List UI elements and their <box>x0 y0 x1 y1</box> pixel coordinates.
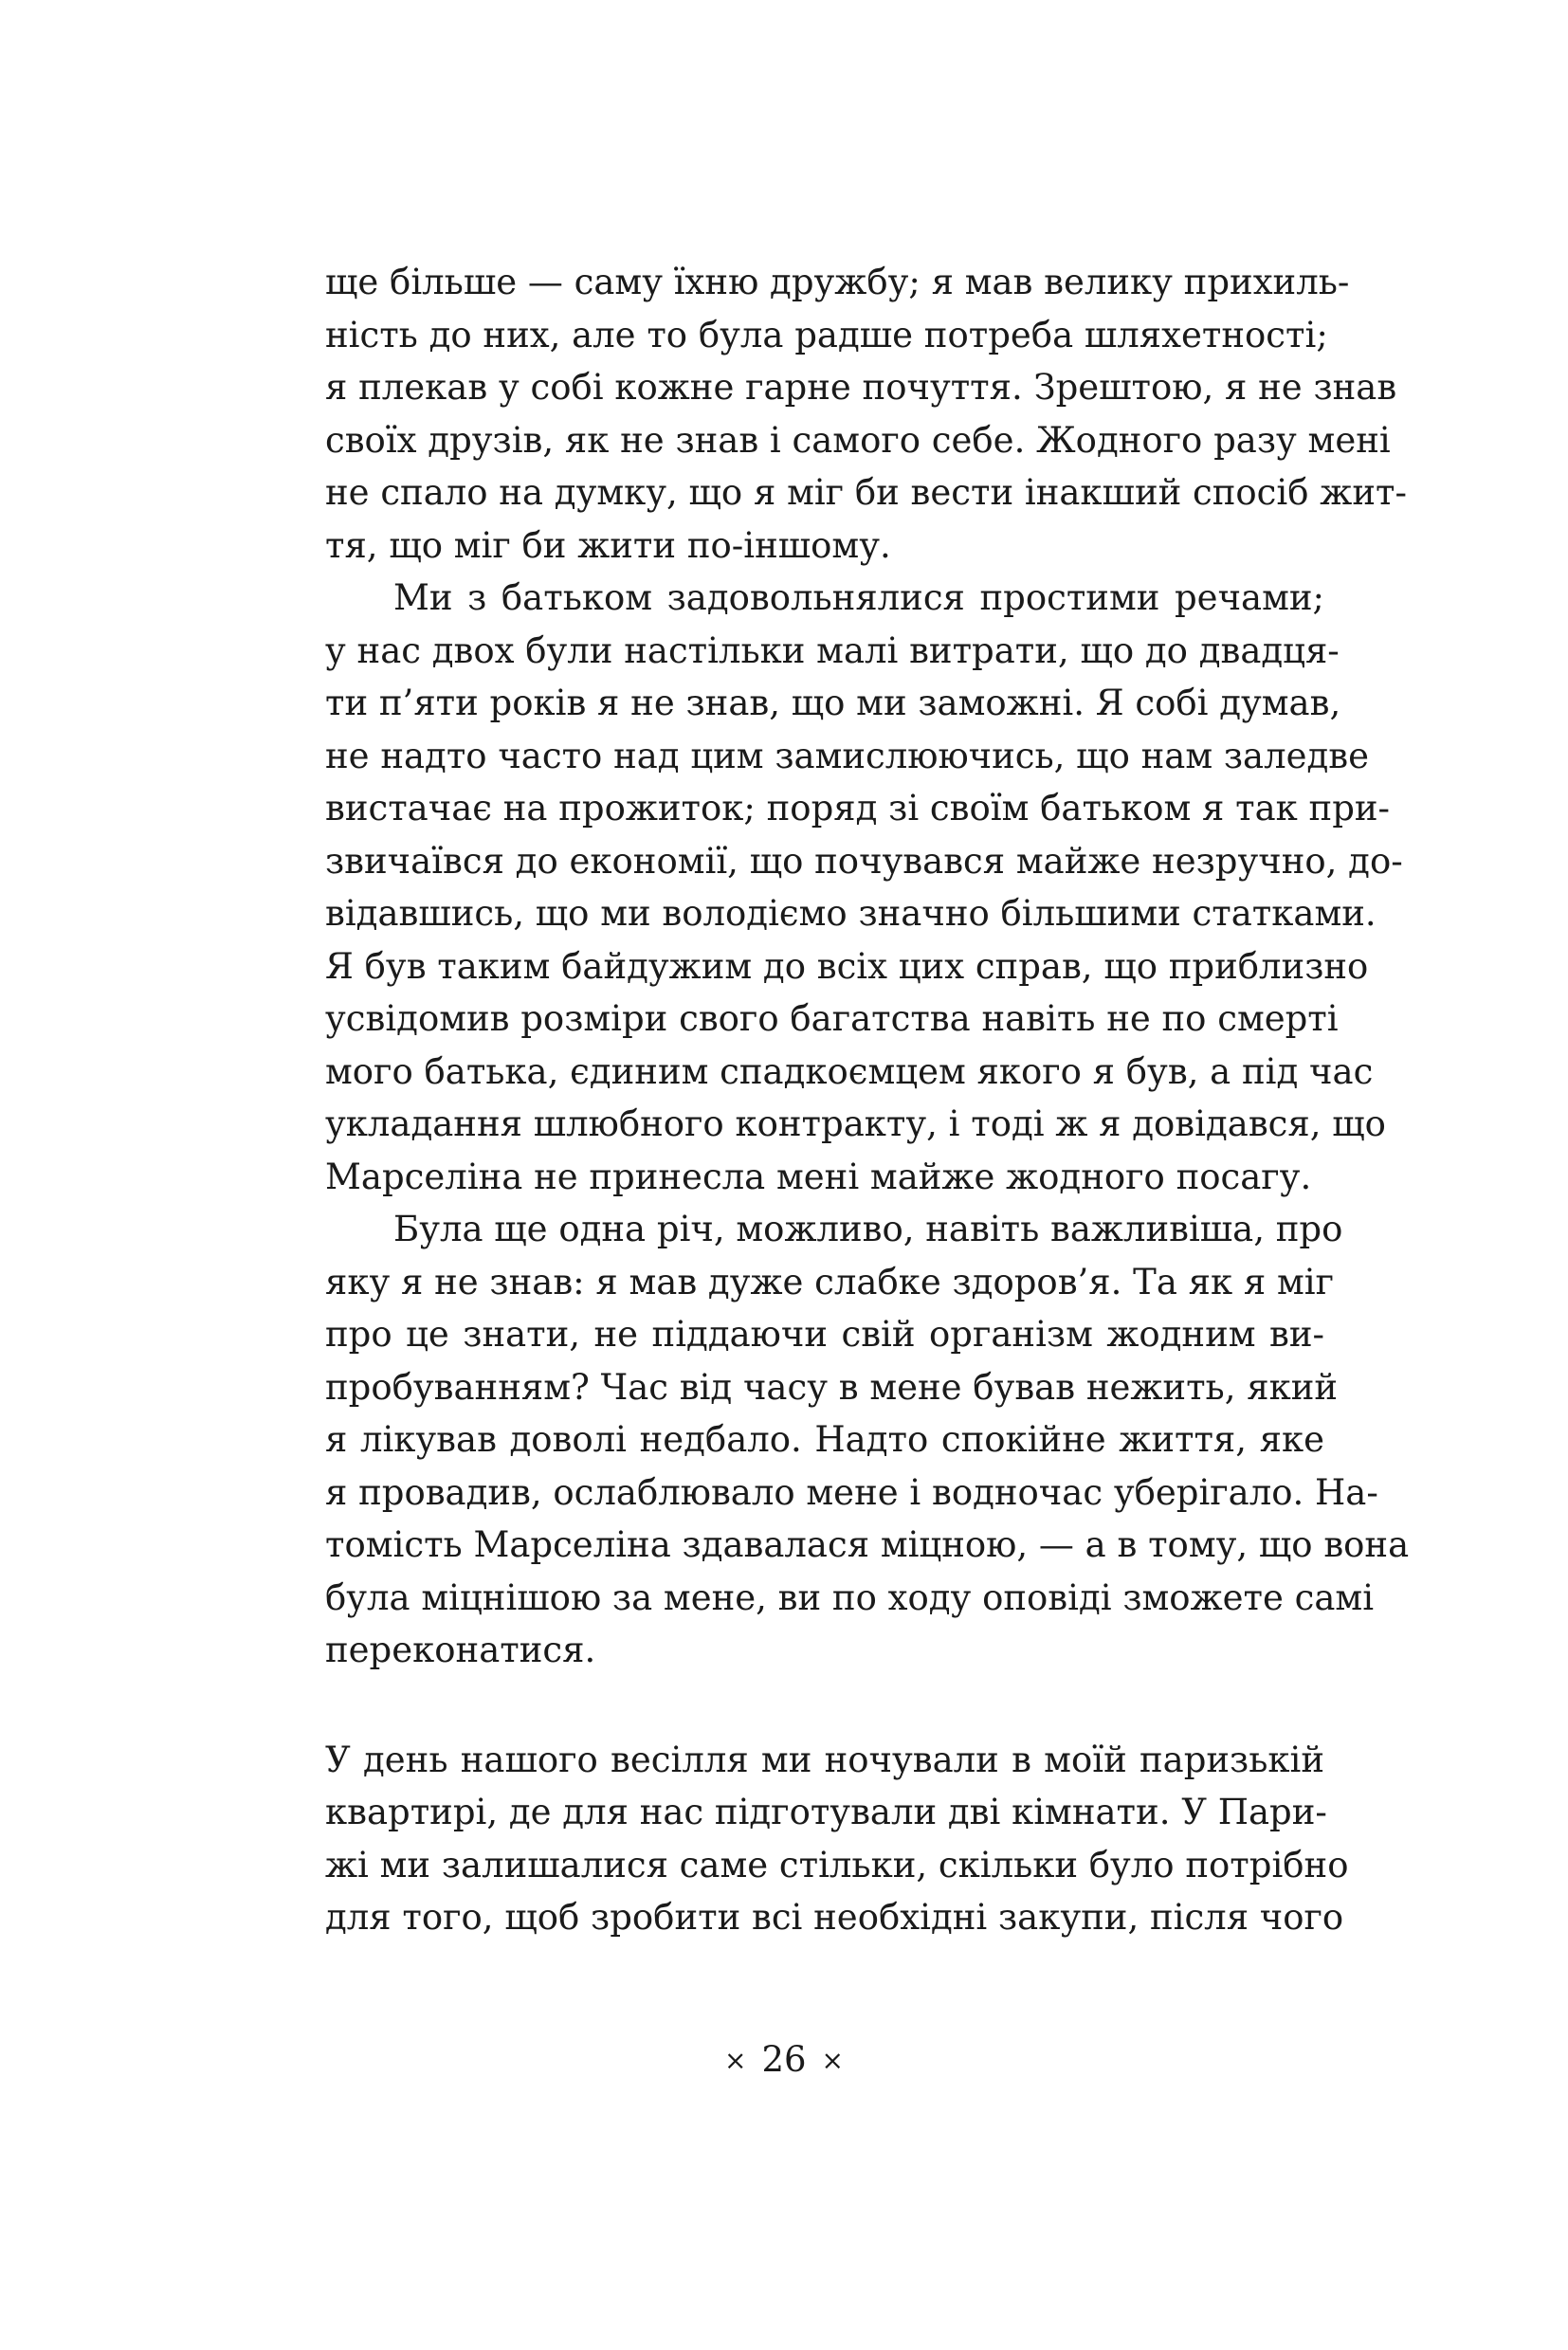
text-line: томість Марселіна здавалася міцною, — а в тому, що вона <box>325 1524 1410 1565</box>
text-line: вистачає на прожиток; поряд зі своїм батьком я так при- <box>325 788 1391 829</box>
text-line: була міцнішою за мене, ви по ходу оповіді зможете самі <box>325 1576 1375 1618</box>
text-line: У день нашого весілля ми ночували в моїй паризькій <box>325 1739 1324 1780</box>
text-line: квартирі, де для нас підготували дві кімнати. У Пари- <box>325 1792 1327 1832</box>
text-line: я лікував доволі недбало. Надто спокійне життя, яке <box>325 1419 1324 1460</box>
text-line: я плекав у собі кожне гарне почуття. Зрештою, я не знав <box>325 367 1397 408</box>
text-line: яку я не знав: я мав дуже слабке здоров’я. Та як я міг <box>325 1261 1334 1303</box>
section-break <box>325 1677 1324 1734</box>
text-line: відавшись, що ми володіємо значно більшими статками. <box>325 893 1377 934</box>
text-line: ти п’яти років я не знав, що ми заможні. Я собі думав, <box>325 683 1341 723</box>
text-line: мого батька, єдиним спадкоємцем якого я був, а під час <box>325 1050 1374 1092</box>
page-number: 26 <box>761 2039 807 2080</box>
text-line: Ми з батьком задовольнялися простими речами; <box>393 577 1324 618</box>
text-line: переконатися. <box>325 1630 596 1670</box>
text-line: Була ще одна річ, можливо, навіть важливіша, про <box>393 1209 1343 1249</box>
folio-ornament-left: × <box>723 2045 747 2076</box>
paragraph <box>325 572 1403 1203</box>
text-line: звичаївся до економії, що почувався майже незручно, до- <box>325 840 1403 882</box>
folio-ornament-right: × <box>821 2045 845 2076</box>
page-footer <box>0 2036 1568 2085</box>
text-line: ще більше — саму їхню дружбу; я мав велику прихиль- <box>325 262 1350 302</box>
text-line: не надто часто над цим замислюючись, що нам заледве <box>325 735 1370 776</box>
text-line: своїх друзів, як не знав і самого себе. Жодного разу мені <box>325 419 1391 461</box>
text-line: Я був таким байдужим до всіх цих справ, що приблизно <box>325 945 1369 987</box>
text-line: Марселіна не принесла мені майже жодного посагу. <box>325 1156 1312 1197</box>
body-text <box>325 256 1410 1944</box>
text-line: про це знати, не піддаючи свій організм жодним ви- <box>325 1314 1324 1355</box>
paragraph <box>325 1203 1410 1677</box>
text-line: для того, щоб зробити всі необхідні закупи, після чого <box>325 1897 1344 1938</box>
text-line: я провадив, ослаблювало мене і водночас уберігало. На- <box>325 1471 1378 1513</box>
text-line: ність до них, але то була радше потреба шляхетності; <box>325 314 1328 355</box>
text-line: укладання шлюбного контракту, і тоді ж я довідався, що <box>325 1103 1386 1144</box>
text-line: пробуванням? Час від часу в мене бував нежить, який <box>325 1366 1339 1408</box>
text-line: усвідомив розміри свого багатства навіть не по смерті <box>325 998 1339 1039</box>
paragraph <box>325 1734 1349 1944</box>
text-line: тя, що міг би жити по-іншому. <box>325 524 891 566</box>
text-line: жі ми залишалися саме стільки, скільки було потрібно <box>325 1844 1349 1885</box>
text-line: у нас двох були настільки малі витрати, що до двадця- <box>325 629 1340 671</box>
text-line: не спало на думку, що я міг би вести інакший спосіб жит- <box>325 472 1407 513</box>
paragraph <box>325 256 1407 572</box>
